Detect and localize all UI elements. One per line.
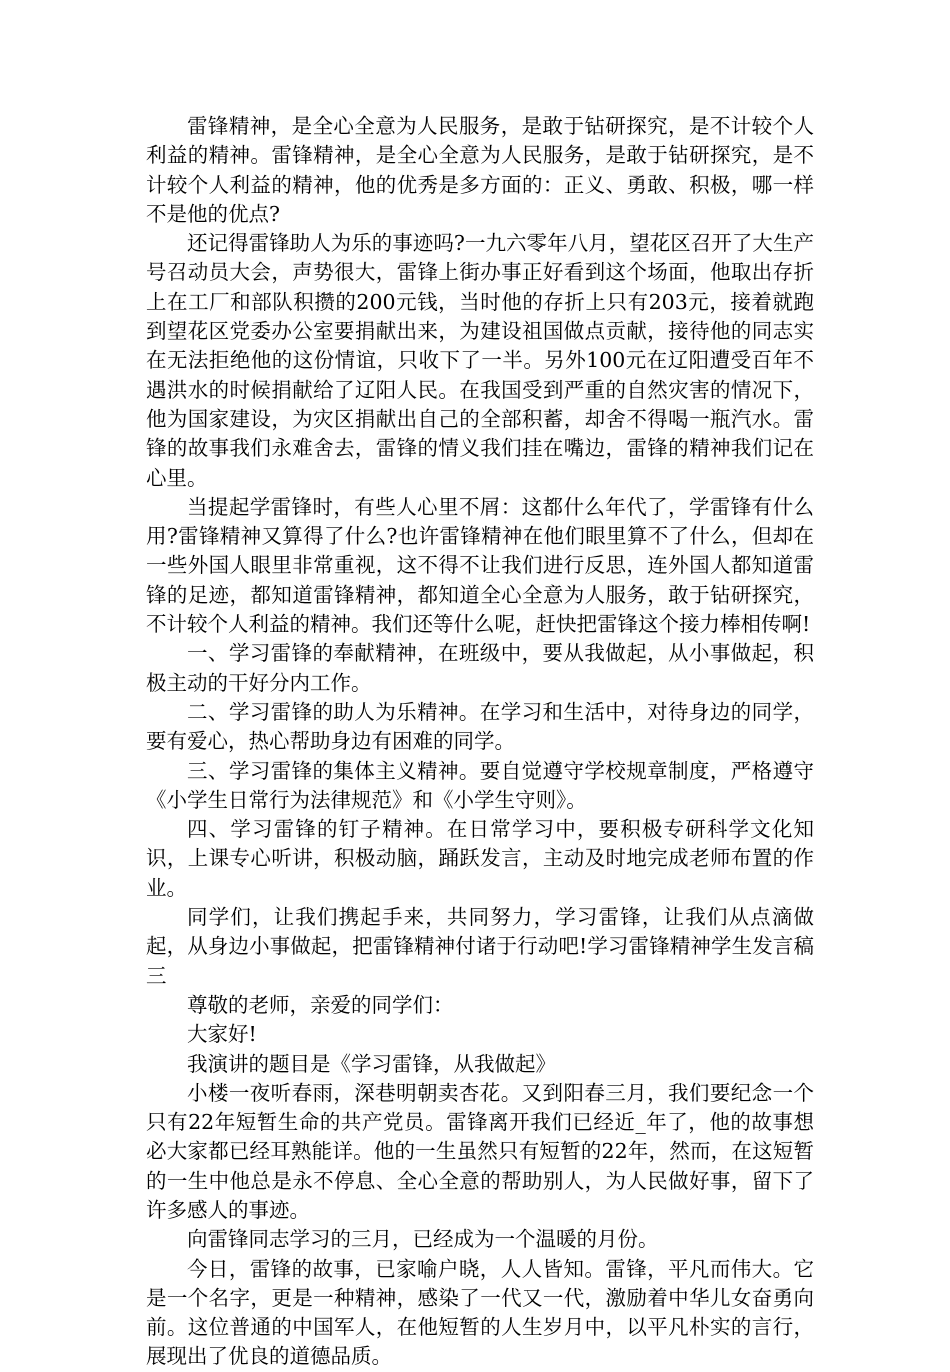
paragraph: 当提起学雷锋时，有些人心里不屑：这都什么年代了，学雷锋有什么用?雷锋精神又算得了什么?也许雷锋精神在他们眼里算不了什么，但却在一些外国人眼里非常重视，这不得不让我们进行反思，连外国人都知道雷锋的足迹，都知道雷锋精神，都知道全心全意为人服务，敢于钻研探究，不计较个人利益的精神。我们还等什么呢，赶快把雷锋这个接力棒相传啊!	[146, 494, 814, 637]
paragraph: 雷锋精神，是全心全意为人民服务，是敢于钻研探究，是不计较个人利益的精神。雷锋精神，是全心全意为人民服务，是敢于钻研探究，是不计较个人利益的精神，他的优秀是多方面的：正义、勇敢、积极，哪一样不是他的优点?	[146, 114, 814, 226]
paragraph: 今日，雷锋的故事，已家喻户晓，人人皆知。雷锋，平凡而伟大。它是一个名字，更是一种精神，感染了一代又一代，激励着中华儿女奋勇向前。这位普通的中国军人，在他短暂的人生岁月中，以平凡朴实的言行，展现出了优良的道德品质。	[146, 1256, 814, 1369]
paragraph: 同学们，让我们携起手来，共同努力，学习雷锋，让我们从点滴做起，从身边小事做起，把雷锋精神付诸于行动吧!学习雷锋精神学生发言稿三	[146, 905, 814, 988]
speech-title-line: 我演讲的题目是《学习雷锋，从我做起》	[187, 1051, 556, 1076]
list-item: 四、学习雷锋的钉子精神。在日常学习中，要积极专研科学文化知识，上课专心听讲，积极动脑，踊跃发言，主动及时地完成老师布置的作业。	[146, 817, 814, 900]
paragraph: 小楼一夜听春雨，深巷明朝卖杏花。又到阳春三月，我们要纪念一个只有22年短暂生命的共产党员。雷锋离开我们已经近_年了，他的故事想必大家都已经耳熟能详。他的一生虽然只有短暂的22年，然而，在这短暂的一生中他总是永不停息、全心全意的帮助别人，为人民做好事，留下了许多感人的事迹。	[146, 1080, 814, 1222]
paragraph: 向雷锋同志学习的三月，已经成为一个温暖的月份。	[187, 1227, 659, 1252]
list-item: 一、学习雷锋的奉献精神，在班级中，要从我做起，从小事做起，积极主动的干好分内工作。	[146, 641, 814, 695]
greeting: 大家好!	[187, 1022, 257, 1047]
list-item: 二、学习雷锋的助人为乐精神。在学习和生活中，对待身边的同学，要有爱心，热心帮助身边有困难的同学。	[146, 699, 814, 754]
salutation: 尊敬的老师，亲爱的同学们：	[187, 992, 454, 1017]
paragraph: 还记得雷锋助人为乐的事迹吗?一九六零年八月，望花区召开了大生产号召动员大会，声势很大，雷锋上街办事正好看到这个场面，他取出存折上在工厂和部队积攒的200元钱，当时他的存折上只有203元，接着就跑到望花区党委办公室要捐献出来，为建设祖国做点贡献，接待他的同志实在无法拒绝他的这份情谊，只收下了一半。另外100元在辽阳遭受百年不遇洪水的时候捐献给了辽阳人民。在我国受到严重的自然灾害的情况下，他为国家建设，为灾区捐献出自己的全部积蓄，却舍不得喝一瓶汽水。雷锋的故事我们永难舍去，雷锋的情义我们挂在嘴边，雷锋的精神我们记在心里。	[146, 231, 814, 490]
document-page	[146, 112, 814, 1372]
list-item: 三、学习雷锋的集体主义精神。要自觉遵守学校规章制度，严格遵守《小学生日常行为法律规范》和《小学生守则》。	[146, 758, 814, 812]
